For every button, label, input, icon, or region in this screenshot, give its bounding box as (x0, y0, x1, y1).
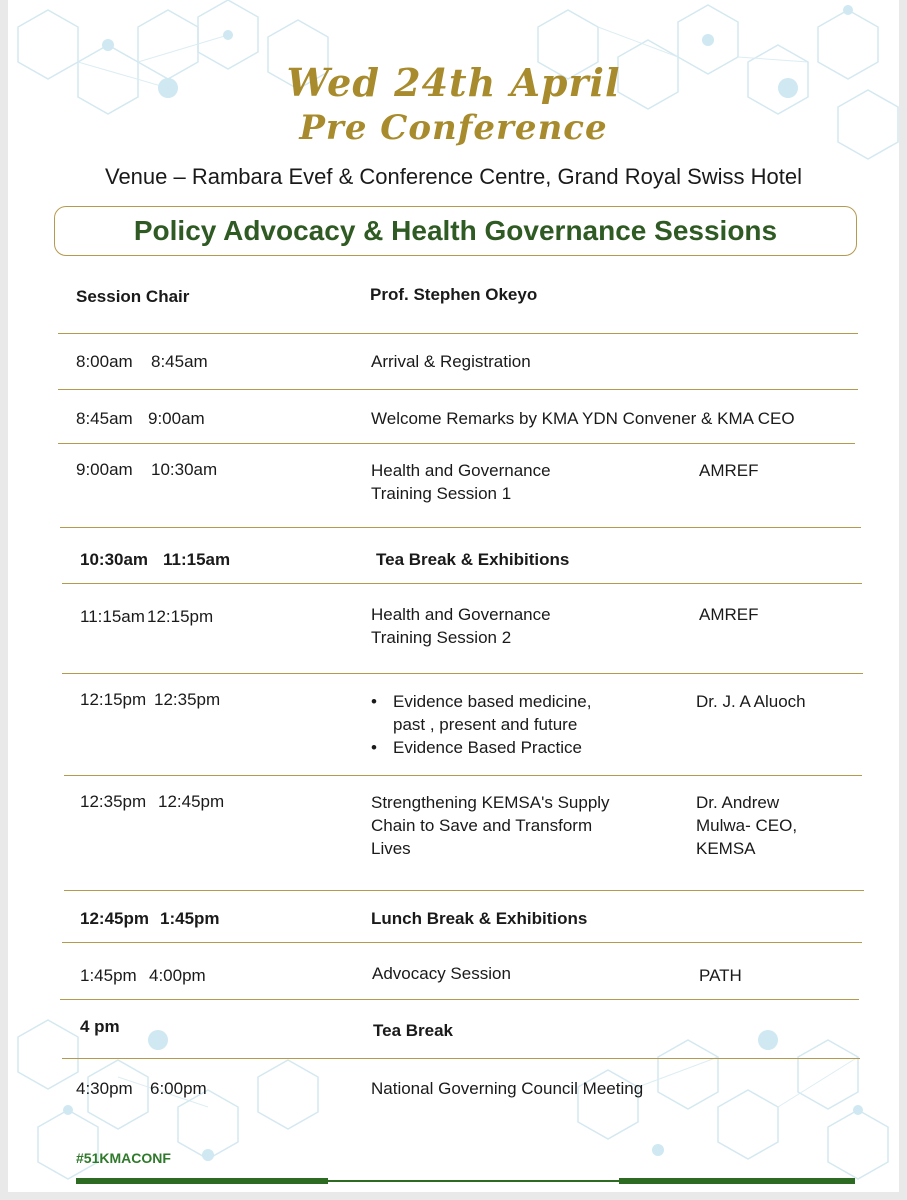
row-start-time: 10:30am (80, 550, 149, 569)
session-banner (54, 206, 857, 256)
row-divider (62, 583, 862, 584)
row-start-time: 8:00am (76, 352, 133, 371)
row-bullet-list (371, 690, 591, 759)
row-divider (60, 999, 859, 1000)
row-end-time: 11:15am (163, 550, 231, 569)
footer-bar-middle (328, 1180, 619, 1182)
row-title-line: Training Session 1 (371, 484, 512, 503)
event-subtitle: Pre Conference (299, 108, 608, 148)
row-start-time: 12:15pm (80, 690, 147, 709)
row-title: Tea Break (373, 1021, 454, 1040)
row-start-time: 12:35pm (80, 792, 147, 811)
row-title: National Governing Council Meeting (371, 1079, 644, 1098)
row-divider (64, 890, 864, 891)
row-speaker: PATH (699, 966, 742, 985)
footer-bar-right (619, 1178, 855, 1184)
row-title-line: Lives (371, 839, 411, 858)
row-title-line: Strengthening KEMSA's Supply (371, 793, 610, 812)
row-divider (62, 1058, 860, 1059)
row-title: Tea Break & Exhibitions (376, 550, 570, 569)
row-title-line: Health and Governance (371, 605, 551, 624)
row-title: Lunch Break & Exhibitions (371, 909, 588, 928)
row-start-time: 12:45pm (80, 909, 149, 928)
row-title-line: Chain to Save and Transform (371, 816, 593, 835)
row-start-time: 9:00am (76, 460, 133, 479)
row-start-time: 11:15am (80, 607, 145, 626)
row-end-time: 10:30am (151, 460, 218, 479)
footer-bar-left (76, 1178, 328, 1184)
row-end-time: 9:00am (148, 409, 205, 428)
row-end-time: 8:45am (151, 352, 208, 371)
row-divider (64, 775, 862, 776)
session-banner-title: Policy Advocacy & Health Governance Sessions (133, 215, 778, 246)
row-end-time: 12:35pm (154, 690, 221, 709)
row-speaker-line: KEMSA (696, 839, 756, 858)
row-start-time: 4:30pm (76, 1079, 133, 1098)
row-title-line: Health and Governance (371, 461, 551, 480)
row-end-time: 12:15pm (147, 607, 214, 626)
row-divider (58, 443, 855, 444)
row-start-time: 4 pm (80, 1017, 120, 1036)
row-speaker-line: Dr. Andrew (696, 793, 780, 812)
bullet-text: Evidence Based Practice (393, 738, 582, 757)
row-title: Arrival & Registration (371, 352, 531, 371)
row-speaker: AMREF (699, 461, 759, 480)
session-chair-name: Prof. Stephen Okeyo (370, 285, 538, 304)
row-divider (58, 333, 858, 334)
row-end-time: 1:45pm (160, 909, 220, 928)
bullet-dot-icon: • (371, 692, 377, 711)
row-divider (62, 942, 862, 943)
venue-line: Venue – Rambara Evef & Conference Centre, Grand Royal Swiss Hotel (104, 164, 803, 189)
bullet-item (371, 713, 591, 736)
row-title: Welcome Remarks by KMA YDN Convener & KMA CEO (371, 409, 795, 428)
row-start-time: 8:45am (76, 409, 133, 428)
session-chair-label: Session Chair (76, 287, 190, 306)
bullet-dot-icon: • (371, 738, 377, 757)
row-speaker-line: Mulwa- CEO, (696, 816, 798, 835)
bullet-item (371, 736, 591, 759)
footer-hashtag: #51KMACONF (76, 1150, 171, 1166)
row-end-time: 12:45pm (158, 792, 225, 811)
row-divider (58, 389, 858, 390)
row-title: Advocacy Session (372, 964, 511, 983)
row-end-time: 6:00pm (150, 1079, 207, 1098)
bullet-text: past , present and future (393, 715, 578, 734)
row-speaker: AMREF (699, 605, 759, 624)
row-title-line: Training Session 2 (371, 628, 512, 647)
row-start-time: 1:45pm (80, 966, 137, 985)
bullet-text: Evidence based medicine, (393, 692, 592, 711)
bullet-item (371, 690, 591, 713)
row-end-time: 4:00pm (149, 966, 206, 985)
event-date: Wed 24th April (286, 60, 621, 105)
row-speaker: Dr. J. A Aluoch (696, 692, 806, 711)
row-divider (62, 673, 863, 674)
agenda-page (8, 0, 899, 1192)
row-divider (60, 527, 861, 528)
